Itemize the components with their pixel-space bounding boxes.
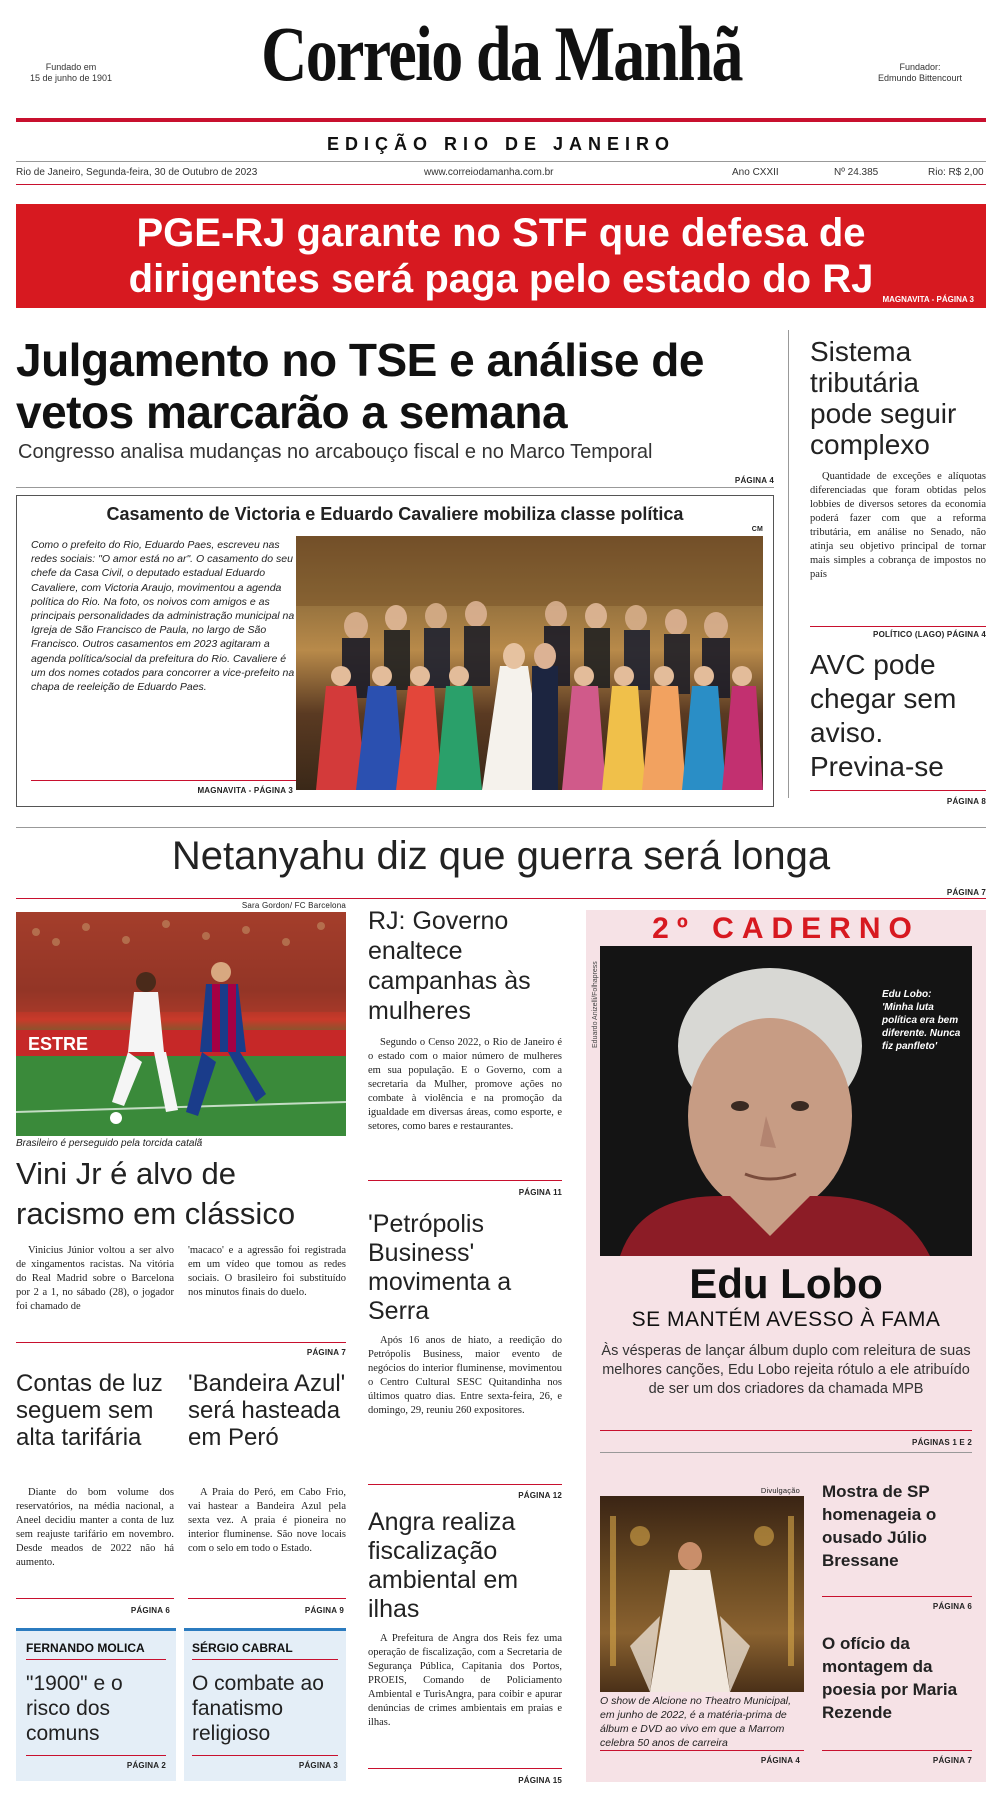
mid-rule <box>16 827 986 828</box>
caderno-divider <box>600 1452 972 1453</box>
column-page-ref: PÁGINA 2 <box>126 1761 166 1770</box>
column-title: "1900" e o risco dos comuns <box>26 1672 123 1745</box>
dateline-date: Rio de Janeiro, Segunda-feira, 30 de Outubro de 2023 <box>16 167 258 178</box>
tax-body: Quantidade de exceções e alíquotas diferenciadas que foram obtidas pelos lobbies de diversos setores da economia poderá fazer com que a reforma tributária, em análise no Senado, não atinja seu objetivo principal de tornar mais simples a cobrança de impostos no país <box>810 471 986 580</box>
rj-governo-headline[interactable]: RJ: Governo enaltece campanhas às mulheres <box>368 907 531 1025</box>
luz-headline[interactable]: Contas de luz seguem sem alta tarifária <box>16 1370 163 1451</box>
alcione-caption: O show de Alcione no Theatro Municipal, em junho de 2022, é a matéria-prima de álbum e DVD ao vivo em que a Marrom celebra 50 anos de carreira <box>600 1695 792 1749</box>
luz-body: Diante do bom volume dos reservatórios, na média nacional, a Aneel decidiu manter a conta de luz sem reajuste tarifário em novembro. Desde meados de 2022 não há aumento. <box>16 1487 174 1568</box>
banner-page-ref: MAGNAVITA - PÁGINA 3 <box>882 295 974 304</box>
wedding-photo-credit: CM <box>751 526 763 533</box>
rj-governo-rule <box>368 1180 562 1181</box>
top-banner[interactable] <box>16 204 986 308</box>
banner-headline: PGE-RJ garante no STF que defesa de dirigentes será paga pelo estado do RJ <box>128 211 874 301</box>
vini-body-left: Vinicius Júnior voltou a ser alvo de xingamentos racistas. Na vitória do Real Madrid sobre o Barcelona por 2 a 1, no sábado (28), o jogador foi chamado de <box>16 1245 174 1312</box>
edu-lobo-quote: Edu Lobo: 'Minha luta política era bem diferente. Nunca fiz panfleto' <box>882 989 961 1052</box>
column-page-ref: PÁGINA 3 <box>298 1761 338 1770</box>
vini-headline[interactable]: Vini Jr é alvo de racismo em clássico <box>16 1156 296 1231</box>
vini-photo-credit: Sara Gordon/ FC Barcelona <box>241 901 346 910</box>
vini-rule <box>16 1342 346 1343</box>
bandeira-body: A Praia do Peró, em Cabo Frio, vai hastear a Bandeira Azul pela sexta vez. A praia é pioneira no interior fluminense. São nove locais com o selo em todo o Estado. <box>188 1487 346 1554</box>
avc-rule <box>810 790 986 791</box>
alcione-photo[interactable] <box>600 1496 804 1692</box>
caderno-rule <box>600 1430 972 1431</box>
alcione-rule <box>600 1750 804 1751</box>
tax-rule <box>810 626 986 627</box>
svg-text:ESTRE: ESTRE <box>28 1034 89 1054</box>
issue-number: Nº 24.385 <box>834 167 879 178</box>
wedding-body: Como o prefeito do Rio, Eduardo Paes, escreveu nas redes sociais: "O amor está no ar". O casamento do seu chefe da Casa Civil, o deputado estadual Eduardo Cavaliere, com Victoria Araujo, movimentou a agenda política do Rio. Na foto, os noivos com amigos e as principais personalidades da administração municipal na Igreja de São Francisco de Paula, no largo de São Francisco. Outros casamentos em 2023 agitaram a agenda política/social da prefeitura do Rio. Cavaliere é um dos nomes cotados para concorrer a vice-prefeito na chapa de reeleição de Eduardo Paes. <box>31 539 295 694</box>
angra-headline[interactable]: Angra realiza fiscalização ambiental em ilhas <box>368 1508 519 1623</box>
bressane-rule <box>822 1596 972 1597</box>
column-title: O combate ao fanatismo religioso <box>192 1672 324 1745</box>
petropolis-headline[interactable]: 'Petrópolis Business' movimenta a Serra <box>368 1210 512 1325</box>
right-column-divider <box>788 330 789 798</box>
website-link[interactable]: www.correiodamanha.com.br <box>424 167 554 178</box>
wedding-group-image <box>296 536 763 790</box>
masthead-top-rule <box>16 118 986 122</box>
wedding-headline[interactable]: Casamento de Victoria e Eduardo Cavaliere mobiliza classe política <box>106 504 684 524</box>
edition-label: EDIÇÃO RIO DE JANEIRO <box>326 134 676 154</box>
wedding-page-ref: MAGNAVITA - PÁGINA 3 <box>197 786 293 795</box>
avc-page-ref: PÁGINA 8 <box>946 797 986 806</box>
column-author-rule <box>192 1659 338 1660</box>
oficio-headline[interactable]: O ofício da montagem da poesia por Maria Rezende <box>822 1634 958 1722</box>
luz-page-ref: PÁGINA 6 <box>130 1606 170 1615</box>
edu-lobo-subtitle: SE MANTÉM AVESSO À FAMA <box>631 1308 941 1331</box>
luz-rule <box>16 1598 174 1599</box>
dateline-bar <box>16 165 986 181</box>
wedding-photo[interactable] <box>296 536 763 790</box>
caderno-label[interactable]: 2º CADERNO <box>652 912 920 945</box>
vini-page-ref: PÁGINA 7 <box>306 1348 346 1357</box>
edition-rule <box>16 161 986 162</box>
founded-note: Fundado em 15 de junho de 1901 <box>29 62 113 83</box>
newspaper-title[interactable]: Correio da Manhã <box>261 10 742 97</box>
theatre-image <box>600 1496 804 1692</box>
column-author-rule <box>26 1659 166 1660</box>
column-cabral[interactable] <box>184 1628 346 1781</box>
bressane-headline[interactable]: Mostra de SP homenageia o ousado Júlio Bressane <box>822 1482 937 1570</box>
lead-subhead: Congresso analisa mudanças no arcabouço fiscal e no Marco Temporal <box>18 441 653 463</box>
founder-note: Fundador: Edmundo Bittencourt <box>877 62 963 83</box>
vini-caption: Brasileiro é perseguido pela torcida catalã <box>16 1138 203 1149</box>
wedding-rule <box>31 780 297 781</box>
lead-rule <box>16 487 774 488</box>
column-author: FERNANDO MOLICA <box>26 1641 145 1655</box>
netanyahu-headline[interactable]: Netanyahu diz que guerra será longa <box>171 834 831 878</box>
angra-body: A Prefeitura de Angra dos Reis fez uma operação de fiscalização, com a Secretaria de Segurança Pública, Capitania dos Portos, PROEIS, Comando de Policiamento Ambiental e TurisAngra, para coibir e apurar denúncias de crimes ambientais em praias e ilhas. <box>368 1633 562 1728</box>
edu-lobo-photo[interactable] <box>600 946 972 1256</box>
rj-governo-body: Segundo o Censo 2022, o Rio de Janeiro é o estado com o maior número de mulheres em sua população. E o Governo, com a secretaria da Mulher, promove ações no combate à violência e na promoção da igualdade em diversas áreas, como esporte, e setores, como bares e restaurantes. <box>368 1037 562 1132</box>
column-molica[interactable] <box>16 1628 176 1781</box>
petropolis-rule <box>368 1484 562 1485</box>
column-rule <box>26 1755 166 1756</box>
vini-body-right: 'macaco' e a agressão foi registrada em um vídeo que tomou as redes sociais. O brasileiro foi substituído nos minutos finais do duelo. <box>188 1245 346 1298</box>
oficio-page-ref: PÁGINA 7 <box>932 1756 972 1765</box>
avc-headline[interactable]: AVC pode chegar sem aviso. Previna-se <box>810 649 957 782</box>
column-author: SÉRGIO CABRAL <box>192 1641 293 1655</box>
caderno-page-ref: PÁGINAS 1 E 2 <box>912 1438 972 1447</box>
alcione-page-ref: PÁGINA 4 <box>760 1756 800 1765</box>
bandeira-page-ref: PÁGINA 9 <box>304 1606 344 1615</box>
angra-rule <box>368 1768 562 1769</box>
bressane-page-ref: PÁGINA 6 <box>932 1602 972 1611</box>
caderno-photo-credit: Eduardo Anizelli/Folhapress <box>592 961 599 1048</box>
dateline-rule <box>16 184 986 185</box>
football-image <box>16 912 346 1136</box>
vini-photo[interactable] <box>16 912 346 1136</box>
year-label: Ano CXXII <box>732 167 779 178</box>
lead-headline[interactable]: Julgamento no TSE e análise de vetos marcarão a semana <box>16 334 704 438</box>
petropolis-page-ref: PÁGINA 12 <box>518 1491 562 1500</box>
angra-page-ref: PÁGINA 15 <box>518 1776 562 1785</box>
netanyahu-rule <box>16 898 986 899</box>
rj-governo-page-ref: PÁGINA 11 <box>518 1188 562 1197</box>
price-label: Rio: R$ 2,00 <box>928 167 984 178</box>
wedding-box <box>16 495 774 807</box>
bandeira-headline[interactable]: 'Bandeira Azul' será hasteada em Peró <box>188 1370 346 1451</box>
alcione-photo-credit: Divulgação <box>760 1486 800 1495</box>
column-rule <box>192 1755 338 1756</box>
caderno-section <box>586 910 986 1782</box>
edu-lobo-name[interactable]: Edu Lobo <box>689 1260 883 1307</box>
tax-headline[interactable]: Sistema tributária pode seguir complexo <box>810 336 957 460</box>
oficio-rule <box>822 1750 972 1751</box>
bandeira-rule <box>188 1598 346 1599</box>
tax-page-ref: POLÍTICO (LAGO) PÁGINA 4 <box>873 630 986 639</box>
edu-lobo-body: Às vésperas de lançar álbum duplo com releitura de suas melhores canções, Edu Lobo rejeita rótulo a ele atribuído de ser um dos criadores da chamada MPB <box>601 1343 971 1397</box>
petropolis-body: Após 16 anos de hiato, a reedição do Petrópolis Business, maior evento de negócios do interior fluminense, movimentou o Centro Cultural SESC Quitandinha nos últimos quatro dias. Entre sexta-feira, 26, e domingo, 29, reuniu 260 expositores. <box>368 1335 562 1416</box>
netanyahu-page-ref: PÁGINA 7 <box>946 888 986 897</box>
lead-page-ref: PÁGINA 4 <box>734 476 774 485</box>
